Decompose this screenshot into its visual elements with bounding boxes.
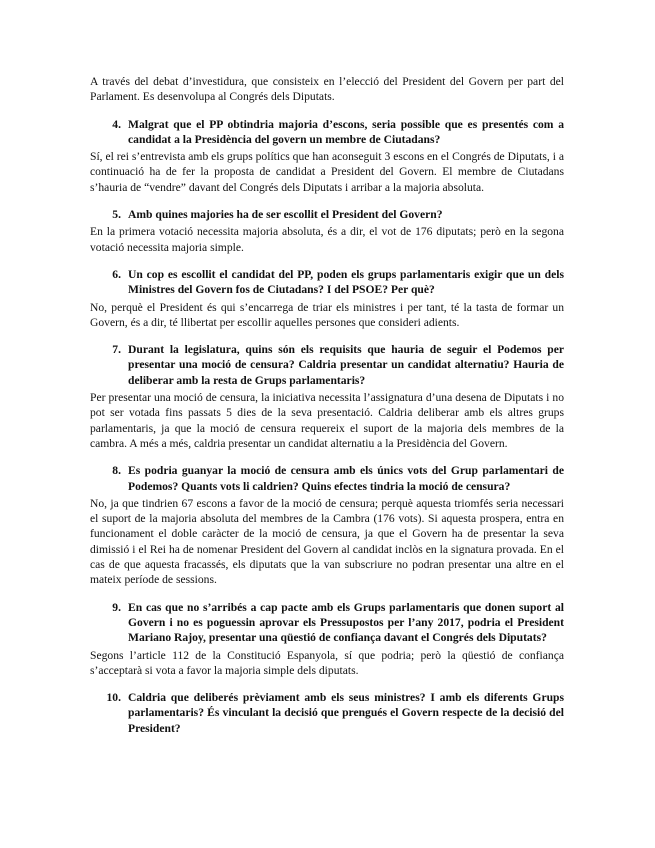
section-5	[90, 207, 564, 255]
answer-paragraph: No, perquè el President és qui s’encarrega de triar els ministres i per tant, té la tasta de formar un Govern, és a dir, té llibertat per escollir aquelles persones que consideri adients.	[90, 300, 564, 329]
answer-paragraph: Segons l’article 112 de la Constitució Espanyola, sí que podria; però la qüestió de confiança s’acceptarà si vota a favor la majoria simple dels diputats.	[90, 648, 564, 677]
section-7	[90, 342, 564, 451]
question-text: En cas que no s’arribés a cap pacte amb els Grups parlamentaris que donen suport al Govern i no es poguessin aprovar els Pressupostos per l’any 2017, podria el President Mariano Rajoy, presentar una qüestió de confiança davant el Congrés dels Diputats?	[128, 600, 564, 645]
question-heading	[90, 117, 564, 148]
question-heading	[90, 207, 564, 222]
answer-paragraph: No, ja que tindrien 67 escons a favor de la moció de censura; perquè aquesta triomfés seria necessari el suport de la majoria absoluta del membres de la Cambra (176 vots). Si aquesta prospera, entra en funcionament el doble caràcter de la moció de censura, ja que el Govern ha de presentar la seva dimissió i el Rei ha de nomenar President del Govern al candidat inclòs en la signatura provada. En el cas de que aquesta fracassés, els diputats que la van subscriure no podran presentar una altre en el mateix període de sessions.	[90, 496, 564, 587]
question-heading	[90, 690, 564, 736]
question-text: Un cop es escollit el candidat del PP, poden els grups parlamentaris exigir que un dels Ministres del Govern fos de Ciutadans? I del PSOE? Per què?	[128, 267, 564, 297]
question-heading	[90, 342, 564, 388]
question-number: 5.	[112, 208, 121, 222]
question-text: Durant la legislatura, quins són els requisits que hauria de seguir el Podemos per presentar una moció de censura? Caldria presentar un candidat alternatiu? Hauria de deliberar amb la resta de Grups parlamentaris?	[128, 343, 564, 387]
question-heading	[90, 600, 564, 646]
section-8	[90, 463, 564, 587]
question-number: 10.	[106, 691, 121, 705]
section-6	[90, 267, 564, 330]
question-number: 4.	[112, 117, 121, 131]
answer-paragraph: Per presentar una moció de censura, la iniciativa necessita l’assignatura d’una desena de Diputats i no pot ser votada fins passats 5 dies de la seva presentació. Caldria deliberar amb els altres grups parlamentaris, ja que la moció de censura requereix el suport de la majoria dels membres de la cambra. A més a més, caldria presentar un candidat alternatiu a la Presidència del Govern.	[90, 391, 564, 450]
question-text: Es podria guanyar la moció de censura amb els únics vots del Grup parlamentari de Podemos? Quants vots li caldrien? Quins efectes tindria la moció de censura?	[128, 464, 564, 493]
question-number: 6.	[112, 267, 121, 281]
question-text: Amb quines majories ha de ser escollit el President del Govern?	[128, 208, 443, 222]
question-heading	[90, 463, 564, 494]
intro-paragraph: A través del debat d’investidura, que consisteix en l’elecció del President del Govern per part del Parlament. Es desenvolupa al Congrés dels Diputats.	[90, 75, 564, 104]
question-heading	[90, 267, 564, 298]
question-text: Malgrat que el PP obtindria majoria d’escons, seria possible que es presentés com a candidat a la Presidència del govern un membre de Ciutadans?	[128, 117, 564, 146]
question-number: 8.	[112, 464, 121, 478]
document-page	[90, 74, 564, 738]
answer-paragraph: Sí, el rei s’entrevista amb els grups polítics que han aconseguit 3 escons en el Congrés de Diputats, i a continuació ha de fer la proposta de candidat a President del Govern. El membre de Ciutadans s’hauria de “vendre” davant del Congrés dels Diputats i arribar a la majoria absoluta.	[90, 150, 564, 194]
section-10	[90, 690, 564, 736]
question-number: 7.	[112, 343, 121, 357]
answer-paragraph: En la primera votació necessita majoria absoluta, és a dir, el vot de 176 diputats; però en la segona votació necessita majoria simple.	[90, 225, 564, 254]
question-text: Caldria que deliberés prèviament amb els seus ministres? I amb els diferents Grups parlamentaris? És vinculant la decisió que prengués el Govern respecte de la decisió del President?	[128, 691, 564, 735]
section-4	[90, 117, 564, 195]
question-number: 9.	[112, 600, 121, 614]
section-9	[90, 600, 564, 678]
